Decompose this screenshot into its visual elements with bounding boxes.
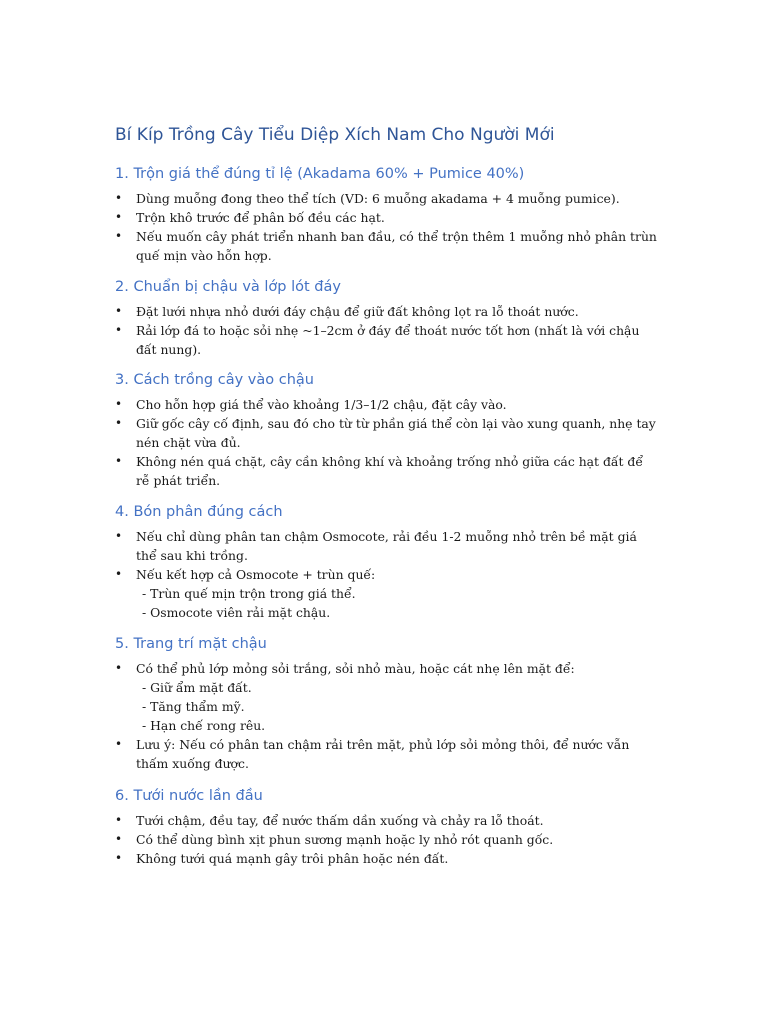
bullet-list [115, 302, 660, 359]
list-item [115, 811, 660, 830]
bullet-list [115, 659, 660, 773]
bullet-list [115, 189, 660, 265]
bullet-list [115, 395, 660, 490]
list-item-text: Giữ gốc cây cố định, sau đó cho từ từ phần giá thể còn lại vào xung quanh, nhẹ tay nén chặt vừa đủ. [136, 416, 656, 450]
list-item-text: Cho hỗn hợp giá thể vào khoảng 1/3–1/2 chậu, đặt cây vào. [136, 397, 507, 412]
list-item [115, 302, 660, 321]
list-item-text: Không tưới quá mạnh gây trôi phân hoặc nén đất. [136, 851, 449, 866]
list-item [115, 735, 660, 773]
list-item-text: Nếu chỉ dùng phân tan chậm Osmocote, rải đều 1-2 muỗng nhỏ trên bề mặt giá thể sau khi trồng. [136, 529, 637, 563]
list-item [115, 659, 660, 735]
list-item-text: Có thể dùng bình xịt phun sương mạnh hoặc ly nhỏ rót quanh gốc. [136, 832, 554, 847]
list-item-text: Không nén quá chặt, cây cần không khí và khoảng trống nhỏ giữa các hạt đất để rễ phát triển. [136, 454, 643, 488]
section-heading: 6. Tưới nước lần đầu [115, 788, 263, 804]
list-item-text: Trộn khô trước để phân bố đều các hạt. [136, 210, 385, 225]
section-5 [115, 633, 660, 773]
sub-item: - Giữ ẩm mặt đất. [142, 680, 252, 695]
section-heading: 5. Trang trí mặt chậu [115, 636, 267, 652]
list-item-text: Nếu muốn cây phát triển nhanh ban đầu, có thể trộn thêm 1 muỗng nhỏ phân trùn quế mịn vào hỗn hợp. [136, 229, 657, 263]
list-item-text: Rải lớp đá to hoặc sỏi nhẹ ~1–2cm ở đáy để thoát nước tốt hơn (nhất là với chậu đất nung). [136, 323, 640, 357]
sub-item: - Osmocote viên rải mặt chậu. [142, 605, 331, 620]
list-item-text: Dùng muỗng đong theo thể tích (VD: 6 muỗng akadama + 4 muỗng pumice). [136, 191, 620, 206]
bullet-list [115, 527, 660, 622]
list-item-text: Đặt lưới nhựa nhỏ dưới đáy chậu để giữ đất không lọt ra lỗ thoát nước. [136, 304, 579, 319]
list-item-text: Nếu kết hợp cả Osmocote + trùn quế: [136, 567, 376, 582]
list-item [115, 395, 660, 414]
list-item [115, 321, 660, 359]
list-item-text: Tưới chậm, đều tay, để nước thấm dần xuống và chảy ra lỗ thoát. [136, 813, 544, 828]
section-heading: 4. Bón phân đúng cách [115, 504, 283, 520]
list-item [115, 849, 660, 868]
section-6 [115, 785, 660, 868]
section-heading: 1. Trộn giá thể đúng tỉ lệ (Akadama 60% + Pumice 40%) [115, 166, 525, 182]
section-3 [115, 369, 660, 490]
section-heading: 3. Cách trồng cây vào chậu [115, 372, 314, 388]
list-item [115, 452, 660, 490]
section-2 [115, 276, 660, 359]
list-item [115, 830, 660, 849]
bullet-list [115, 811, 660, 868]
list-item [115, 527, 660, 565]
list-item [115, 189, 660, 208]
sub-item: - Trùn quế mịn trộn trong giá thể. [142, 586, 356, 601]
sub-item: - Tăng thẩm mỹ. [142, 699, 245, 714]
section-1 [115, 163, 660, 265]
list-item-text: Lưu ý: Nếu có phân tan chậm rải trên mặt, phủ lớp sỏi mỏng thôi, để nước vẫn thấm xuống được. [136, 737, 630, 771]
list-item-text: Có thể phủ lớp mỏng sỏi trắng, sỏi nhỏ màu, hoặc cát nhẹ lên mặt để: [136, 661, 575, 676]
list-item [115, 414, 660, 452]
document-title: Bí Kíp Trồng Cây Tiểu Diệp Xích Nam Cho Người Mới [115, 125, 555, 145]
list-item [115, 208, 660, 227]
sub-item: - Hạn chế rong rêu. [142, 718, 266, 733]
list-item [115, 227, 660, 265]
section-4 [115, 501, 660, 622]
list-item [115, 565, 660, 622]
section-heading: 2. Chuẩn bị chậu và lớp lót đáy [115, 279, 341, 295]
